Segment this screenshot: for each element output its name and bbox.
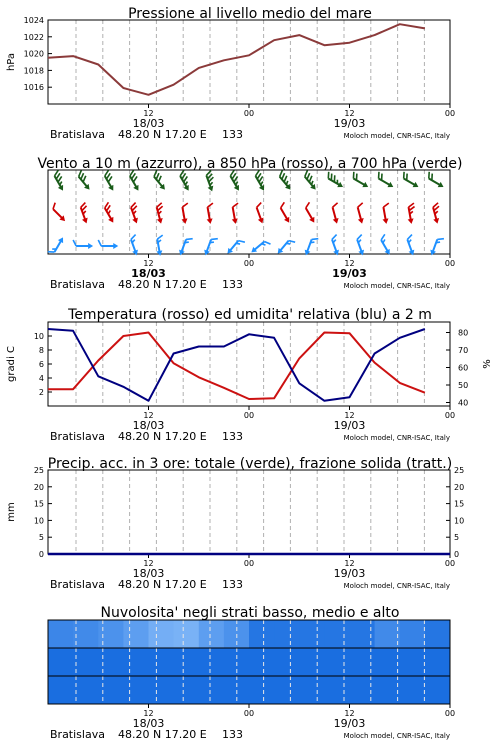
cloud-cell-alto (174, 620, 200, 648)
date-label: 18/03 (132, 567, 165, 580)
cloud-cell-basso (299, 676, 325, 704)
cloud-cell-alto (324, 620, 350, 648)
barb-head (408, 218, 415, 224)
y-tick-label: 4 (38, 374, 44, 383)
model-credit: Moloch model, CNR-ISAC, Italy (343, 282, 450, 290)
date-label: 18/03 (132, 419, 165, 432)
wind-barb-700hpa (150, 170, 170, 191)
cloud-cell-medio (199, 648, 225, 676)
cloud-cell-medio (123, 648, 149, 676)
barb-feather (256, 203, 263, 208)
barb-head (156, 250, 163, 256)
y-axis-label: gradi C (6, 346, 17, 382)
barb-shaft (53, 209, 63, 219)
barb-feather (383, 203, 389, 207)
barb-head (108, 185, 116, 192)
barb-feather (304, 202, 311, 208)
wind-barb-700hpa (126, 170, 144, 192)
barb-feather (406, 235, 413, 240)
wind-barb-700hpa (251, 170, 269, 192)
barb-shaft (233, 207, 235, 221)
cloud-cell-medio (425, 648, 451, 676)
plot-frame (48, 20, 450, 104)
barb-feather (98, 240, 101, 246)
barb-feather (157, 235, 163, 239)
cloud-cell-alto (249, 620, 275, 648)
barb-head (303, 250, 310, 257)
barb-feather (356, 235, 363, 240)
barb-feather (351, 172, 357, 179)
station-elevation: 133 (222, 128, 243, 141)
barb-head (203, 250, 210, 257)
barb-feather (426, 172, 432, 179)
barb-head (309, 217, 317, 224)
barb-head (113, 243, 118, 249)
wind-barb-700hpa (226, 170, 244, 192)
x-tick-label: 00 (243, 259, 255, 268)
barb-head (358, 218, 365, 224)
panel-title: Precip. acc. in 3 ore: totale (verde), frazione solida (tratt.) (47, 456, 453, 472)
y-axis-label: hPa (6, 52, 17, 72)
wind-barb-700hpa (74, 170, 94, 191)
wind-barb-850hpa (380, 203, 392, 224)
y-axis-label: mm (6, 502, 17, 522)
barb-shaft (280, 241, 289, 252)
wind-barb-850hpa (329, 203, 343, 225)
y-tick-label: 0 (38, 550, 44, 559)
barb-head (157, 218, 164, 224)
cloud-cell-basso (48, 676, 74, 704)
station-elevation: 133 (222, 578, 243, 591)
barb-shaft (383, 207, 385, 221)
y-tick-label: 60 (458, 363, 469, 373)
wind-barb-700hpa (176, 170, 194, 192)
date-label: 18/03 (131, 267, 166, 280)
y-tick-label-right: 15 (454, 499, 465, 509)
barb-head (333, 218, 340, 224)
cloud-cell-alto (375, 620, 401, 648)
barb-feather (130, 235, 137, 240)
y-tick-label-right: 10 (454, 516, 465, 526)
barb-feather (51, 203, 57, 209)
cloud-cell-basso (375, 676, 401, 704)
wind-barb-850hpa (49, 203, 70, 224)
barb-shaft (55, 240, 62, 252)
wind-barb-10m (127, 235, 142, 257)
wind-barb-850hpa (253, 203, 268, 225)
station-name: Bratislava (50, 128, 105, 141)
y-tick-label: 50 (458, 381, 469, 390)
y-tick-label: 25 (33, 466, 44, 475)
x-tick-label: 00 (444, 109, 456, 118)
barb-head (232, 218, 239, 224)
barb-head (337, 182, 344, 190)
cloud-cell-basso (400, 676, 426, 704)
cloud-cell-basso (149, 676, 175, 704)
cloud-cell-basso (98, 676, 124, 704)
x-tick-label: 12 (143, 709, 154, 718)
panel-title: Nuvolosita' negli strati basso, medio e alto (100, 605, 400, 621)
cloud-cell-basso (123, 676, 149, 704)
cloud-cell-alto (48, 620, 74, 648)
cloud-cell-basso (324, 676, 350, 704)
wind-barb-850hpa (354, 203, 368, 225)
y-tick-label-right: 25 (454, 466, 465, 475)
y-tick-label-right: 0 (454, 550, 460, 559)
barb-head (333, 250, 340, 257)
date-label: 19/03 (333, 717, 366, 730)
model-credit: Moloch model, CNR-ISAC, Italy (343, 732, 450, 740)
station-coords: 48.20 N 17.20 E (118, 578, 207, 591)
barb-shaft (404, 179, 416, 186)
station-coords: 48.20 N 17.20 E (118, 278, 207, 291)
station-coords: 48.20 N 17.20 E (118, 728, 207, 741)
wind-barb-10m (353, 235, 368, 257)
barb-head (387, 182, 394, 190)
barb-head (258, 218, 265, 225)
wind-barb-10m (377, 234, 395, 256)
station-name: Bratislava (50, 278, 105, 291)
y-tick-label: 70 (458, 346, 469, 355)
y-tick-label: 10 (33, 332, 44, 341)
cloud-cell-medio (324, 648, 350, 676)
y-tick-label: 1022 (23, 32, 44, 42)
cloud-cell-basso (249, 676, 275, 704)
barb-head (207, 218, 214, 224)
x-tick-label: 12 (344, 559, 355, 568)
barb-shaft (281, 208, 288, 220)
barb-head (362, 182, 369, 190)
barb-shaft (379, 179, 391, 186)
barb-head (358, 250, 365, 257)
barb-feather (437, 237, 444, 242)
barb-feather (401, 172, 407, 179)
cloud-cell-medio (375, 648, 401, 676)
barb-head (383, 218, 390, 224)
x-tick-label: 00 (444, 411, 456, 420)
barb-feather (326, 172, 332, 179)
date-label: 19/03 (333, 117, 366, 130)
wind-barb-10m (154, 235, 166, 256)
barb-head (234, 185, 242, 192)
wind-barb-10m (48, 234, 66, 256)
barb-shaft (182, 207, 184, 221)
barb-feather (279, 202, 286, 208)
barb-shaft (432, 239, 437, 252)
y-tick-label: 1018 (23, 66, 44, 76)
model-credit: Moloch model, CNR-ISAC, Italy (343, 582, 450, 590)
y-tick-label: 1016 (23, 83, 44, 93)
date-label: 18/03 (132, 717, 165, 730)
barb-head (184, 185, 192, 192)
y-tick-label: 2 (38, 388, 44, 397)
cloud-cell-alto (400, 620, 426, 648)
cloud-cell-alto (274, 620, 300, 648)
wind-barb-10m (98, 240, 118, 249)
wind-barb-700hpa (324, 172, 346, 190)
cloud-cell-medio (149, 648, 175, 676)
station-coords: 48.20 N 17.20 E (118, 430, 207, 443)
barb-head (413, 182, 420, 190)
x-tick-label: 12 (344, 411, 355, 420)
x-tick-label: 12 (143, 559, 154, 568)
wind-barb-700hpa (50, 170, 68, 192)
cloud-cell-basso (199, 676, 225, 704)
cloud-cell-medio (400, 648, 426, 676)
wind-barb-850hpa (77, 203, 92, 225)
barb-head (58, 185, 66, 192)
panel-title: Temperatura (rosso) ed umidita' relativa (blu) a 2 m (68, 307, 432, 323)
station-name: Bratislava (50, 430, 105, 443)
station-name: Bratislava (50, 728, 105, 741)
model-credit: Moloch model, CNR-ISAC, Italy (343, 132, 450, 140)
barb-feather (331, 235, 338, 240)
cloud-cell-alto (199, 620, 225, 648)
barb-head (88, 243, 93, 249)
barb-head (259, 185, 267, 192)
cloud-cell-medio (299, 648, 325, 676)
y-tick-label: 1020 (23, 49, 44, 59)
wind-barb-850hpa (229, 203, 241, 224)
y-tick-label: 1024 (23, 16, 44, 25)
station-name: Bratislava (50, 578, 105, 591)
wind-barb-850hpa (277, 202, 295, 224)
x-tick-label: 00 (444, 259, 456, 268)
barb-head (385, 249, 393, 256)
x-tick-label: 12 (143, 109, 154, 118)
barb-head (132, 218, 139, 225)
cloud-cell-basso (174, 676, 200, 704)
y-tick-label: 80 (458, 328, 469, 338)
cloud-cell-medio (249, 648, 275, 676)
date-label: 19/03 (332, 267, 367, 280)
cloud-cell-alto (123, 620, 149, 648)
barb-head (409, 250, 416, 257)
wind-barb-700hpa (400, 172, 422, 190)
x-tick-label: 12 (143, 411, 154, 420)
barb-feather (186, 237, 193, 242)
wind-barb-700hpa (101, 170, 119, 192)
station-coords: 48.20 N 17.20 E (118, 128, 207, 141)
barb-feather (376, 172, 382, 179)
model-credit: Moloch model, CNR-ISAC, Italy (343, 434, 450, 442)
cloud-cell-medio (73, 648, 99, 676)
wind-barb-850hpa (153, 203, 167, 225)
date-label: 18/03 (132, 117, 165, 130)
barb-head (429, 250, 436, 257)
x-tick-label: 00 (243, 109, 255, 118)
x-tick-label: 00 (444, 559, 456, 568)
cloud-cell-basso (274, 676, 300, 704)
x-tick-label: 00 (243, 411, 255, 420)
panel-title: Pressione al livello medio del mare (128, 6, 372, 22)
date-label: 19/03 (333, 567, 366, 580)
date-label: 19/03 (333, 419, 366, 432)
barb-shaft (333, 207, 337, 221)
wind-barb-700hpa (425, 172, 447, 190)
panel-title: Vento a 10 m (azzurro), a 850 hPa (rosso), a 700 hPa (verde) (37, 156, 463, 172)
barb-head (208, 186, 215, 193)
wind-barb-700hpa (275, 170, 295, 191)
y-tick-label: 10 (33, 516, 44, 526)
barb-shaft (306, 208, 313, 220)
cloud-cell-medio (98, 648, 124, 676)
barb-feather (332, 203, 339, 207)
wind-barb-850hpa (429, 203, 443, 225)
wind-barb-10m (404, 235, 419, 257)
x-tick-label: 12 (344, 709, 355, 718)
y-tick-label: 15 (33, 499, 44, 509)
cloud-cell-medio (274, 648, 300, 676)
wind-barb-850hpa (101, 202, 119, 224)
barb-feather (232, 203, 238, 207)
wind-barb-10m (328, 235, 343, 257)
cloud-cell-alto (73, 620, 99, 648)
wind-barb-700hpa (349, 172, 371, 190)
barb-head (82, 218, 89, 225)
cloud-cell-medio (174, 648, 200, 676)
barb-head (132, 250, 139, 257)
wind-barb-850hpa (179, 203, 191, 224)
x-tick-label: 12 (344, 259, 355, 268)
cloud-cell-alto (98, 620, 124, 648)
barb-shaft (307, 239, 312, 252)
y-tick-label: 5 (38, 533, 44, 543)
x-tick-label: 00 (243, 709, 255, 718)
cloud-cell-basso (425, 676, 451, 704)
station-elevation: 133 (222, 278, 243, 291)
x-tick-label: 12 (143, 259, 154, 268)
cloud-cell-basso (73, 676, 99, 704)
barb-head (182, 218, 189, 224)
barb-shaft (358, 207, 362, 221)
x-tick-label: 12 (344, 109, 355, 118)
x-tick-label: 00 (243, 559, 255, 568)
cloud-cell-medio (48, 648, 74, 676)
wind-barb-700hpa (374, 172, 396, 190)
cloud-cell-alto (149, 620, 175, 648)
y-tick-label: 40 (458, 398, 469, 408)
station-elevation: 133 (222, 728, 243, 741)
barb-head (438, 182, 445, 190)
barb-feather (357, 203, 364, 207)
cloud-cell-alto (299, 620, 325, 648)
barb-head (133, 185, 141, 192)
plot-frame (48, 470, 450, 554)
x-tick-label: 00 (444, 709, 456, 718)
barb-shaft (208, 207, 210, 221)
barb-feather (380, 234, 387, 240)
y-tick-label: 20 (33, 482, 44, 492)
barb-shaft (429, 179, 441, 186)
barb-head (108, 217, 116, 224)
barb-feather (211, 237, 218, 242)
y-tick-label: 6 (38, 360, 44, 369)
barb-head (58, 236, 66, 243)
y-tick-label-right: 5 (454, 533, 460, 543)
station-elevation: 133 (222, 430, 243, 443)
barb-head (433, 218, 440, 224)
barb-shaft (381, 240, 388, 252)
barb-shaft (254, 242, 265, 251)
cloud-cell-alto (425, 620, 451, 648)
wind-barb-850hpa (405, 203, 417, 224)
y-tick-label: 8 (38, 346, 44, 355)
y-axis-label-right: % (482, 359, 493, 369)
barb-shaft (257, 207, 262, 220)
y-tick-label-right: 20 (454, 482, 465, 492)
barb-shaft (353, 179, 365, 186)
